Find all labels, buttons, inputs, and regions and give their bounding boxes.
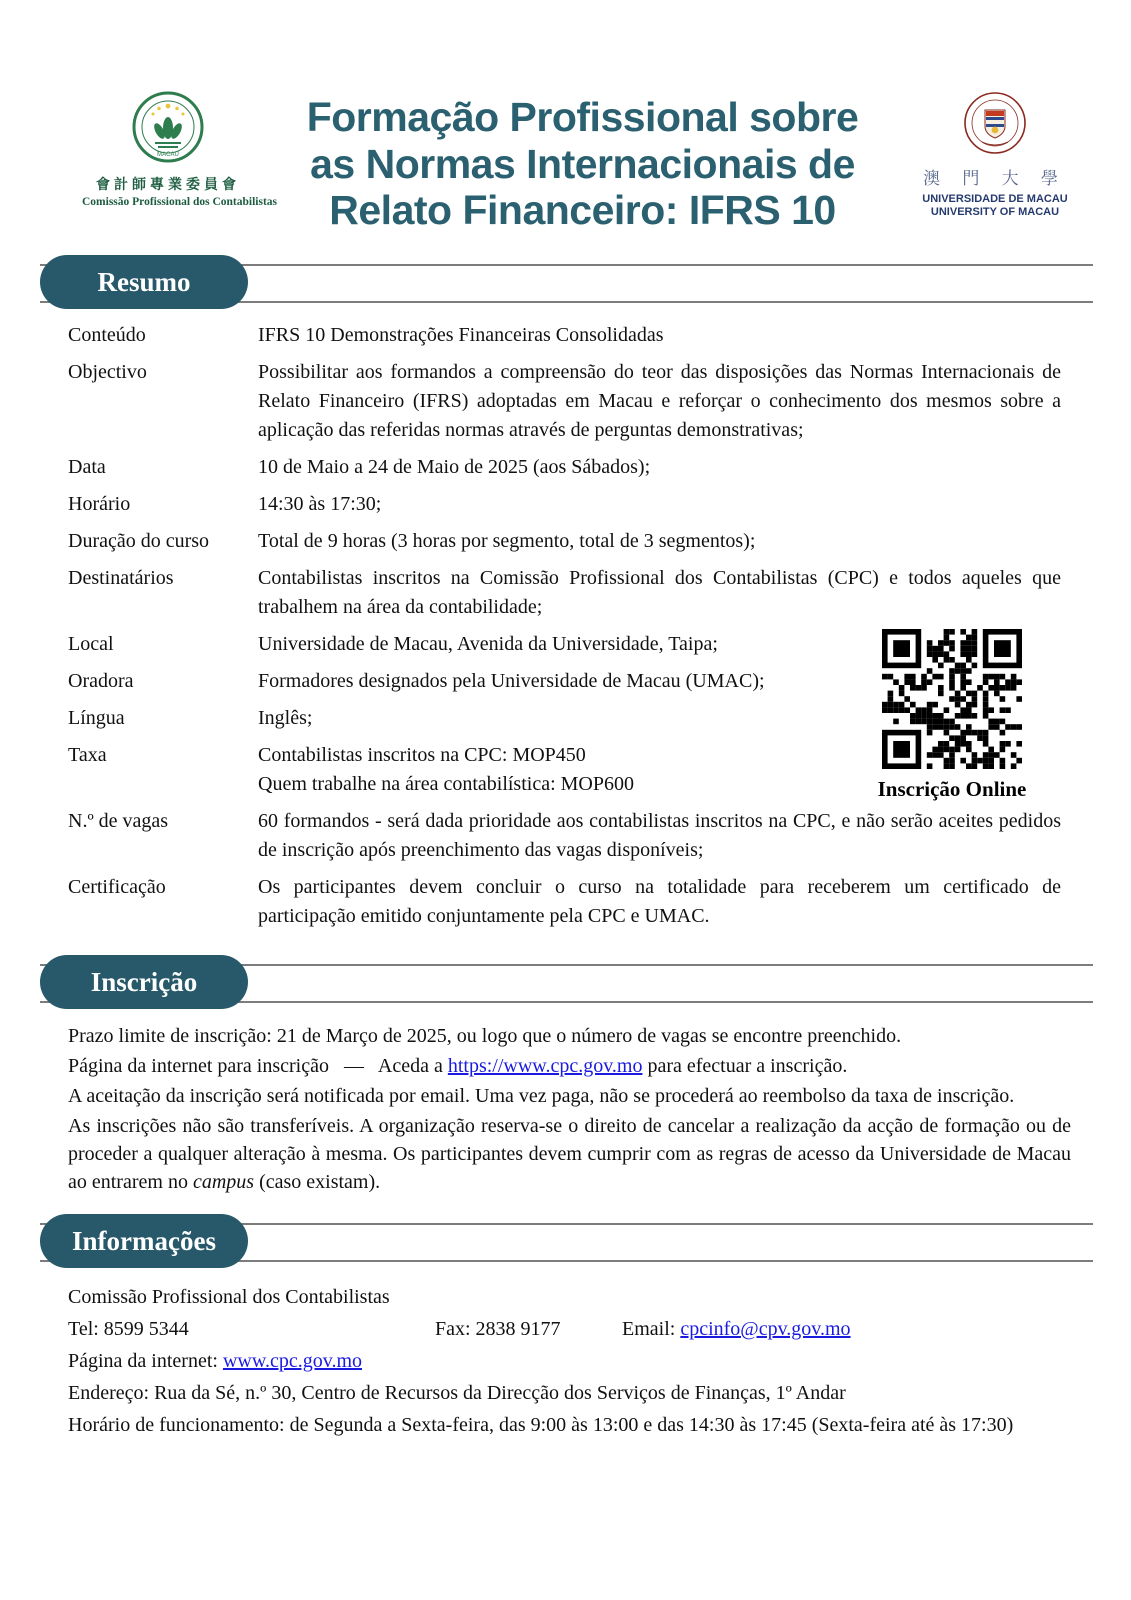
resumo-row-value: Formadores designados pela Universidade de Macau (UMAC);	[258, 670, 765, 693]
umac-name-chinese: 澳 門 大 學	[923, 169, 1067, 188]
text-run: Prazo limite de inscrição: 21 de Março de 2025, ou logo que o número de vagas se encontre preenchido.	[68, 1025, 902, 1048]
umac-seal-icon	[962, 90, 1028, 156]
resumo-row-label: Oradora	[68, 670, 134, 693]
email-link[interactable]: cpcinfo@cpv.gov.mo	[680, 1318, 851, 1341]
svg-text:MACAU: MACAU	[157, 152, 179, 158]
resumo-row-label: Data	[68, 456, 106, 479]
resumo-row	[68, 453, 1061, 482]
resumo-row-label: Taxa	[68, 744, 107, 767]
title-line-3: Relato Financeiro: IFRS 10	[329, 187, 836, 234]
contact-row	[68, 1313, 1093, 1345]
opening-hours-line: Horário de funcionamento: de Segunda a Sexta-feira, das 9:00 às 13:00 e das 14:30 às 17:45 (Sexta-feira até às 17:30)	[68, 1414, 1014, 1437]
email-label: Email:	[622, 1318, 681, 1341]
resumo-rows	[68, 321, 1061, 931]
italic-text: campus	[192, 1171, 255, 1194]
resumo-row-label: N.º de vagas	[68, 810, 169, 833]
resumo-row	[68, 564, 1061, 622]
resumo-row	[68, 490, 1061, 519]
resumo-row-value: Total de 9 horas (3 horas por segmento, total de 3 segmentos);	[258, 530, 756, 553]
qr-caption: Inscrição Online	[877, 777, 1027, 802]
title-line-1: Formação Profissional sobre	[306, 94, 859, 140]
informacoes-block	[68, 1281, 1093, 1441]
text-run: As inscrições não são transferíveis. A organização reserva-se o direito de cancelar a realização da acção de formação ou de proceder a qualquer alteração à mesma. Os participantes devem cumprir com as regras de acesso da Universidade de Macau ao entrarem no	[68, 1115, 1071, 1194]
resumo-row-value: Universidade de Macau, Avenida da Universidade, Taipa;	[258, 633, 718, 656]
resumo-row-label: Horário	[68, 493, 131, 516]
resumo-row-label: Destinatários	[68, 567, 174, 590]
resumo-row-value: 14:30 às 17:30;	[258, 493, 382, 516]
resumo-row-value: 10 de Maio a 24 de Maio de 2025 (aos Sábados);	[258, 456, 651, 479]
section-header-inscricao	[40, 955, 1093, 1009]
umac-logo	[911, 90, 1079, 218]
text-run: para efectuar a inscrição.	[642, 1055, 848, 1078]
resumo-row-value: Os participantes devem concluir o curso na totalidade para receberem um certificado de participação emitido conjuntamente pela CPC e UMAC.	[258, 876, 1061, 928]
inscricao-paragraphs	[68, 1022, 1071, 1196]
resumo-row-value: Contabilistas inscritos na Comissão Profissional dos Contabilistas (CPC) e todos aqueles que trabalhem na área da contabilidade;	[258, 567, 1061, 619]
resumo-row	[68, 321, 1061, 350]
resumo-row-label: Duração do curso	[68, 530, 210, 553]
fax-number: Fax: 2838 9177	[435, 1318, 561, 1341]
resumo-row-label: Conteúdo	[68, 324, 146, 347]
inline-link[interactable]: https://www.cpc.gov.mo	[447, 1055, 643, 1078]
resumo-value-line: Quem trabalhe na área contabilística: MOP600	[258, 773, 634, 796]
resumo-table	[68, 321, 1061, 931]
resumo-row	[68, 873, 1061, 931]
resumo-row-value: Possibilitar aos formandos a compreensão do teor das disposições das Normas Internacionais de Relato Financeiro (IFRS) adoptadas em Macau e reforçar o conhecimento dos mesmos sobre a aplicação das referidas normas através de perguntas demonstrativas;	[258, 361, 1061, 442]
text-run: A aceitação da inscrição será notificada por email. Uma vez paga, não se procederá ao reembolso da taxa de inscrição.	[68, 1085, 1015, 1108]
resumo-row-label: Certificação	[68, 876, 166, 899]
resumo-row-value: Inglês;	[258, 707, 313, 730]
inscricao-badge: Inscrição	[40, 955, 248, 1009]
address-line: Endereço: Rua da Sé, n.º 30, Centro de Recursos da Direcção dos Serviços de Finanças, 1º Andar	[68, 1382, 846, 1405]
resumo-value-line: Contabilistas inscritos na CPC: MOP450	[258, 744, 586, 767]
inscricao-paragraph	[68, 1112, 1071, 1196]
qr-block	[862, 629, 1042, 802]
section-header-resumo	[40, 255, 1093, 309]
inscricao-paragraph	[68, 1082, 1071, 1110]
qr-code-icon	[882, 629, 1022, 769]
inscricao-paragraph	[68, 1052, 1071, 1080]
org-name: Comissão Profissional dos Contabilistas	[68, 1286, 390, 1309]
page-title	[254, 90, 911, 234]
header	[0, 0, 1131, 234]
umac-name-portuguese: UNIVERSIDADE DE MACAU	[922, 193, 1068, 205]
resumo-row	[68, 358, 1061, 445]
tel-number: Tel: 8599 5344	[68, 1318, 189, 1341]
text-run: (caso existam).	[254, 1171, 381, 1194]
umac-name-english: UNIVERSITY OF MACAU	[930, 206, 1060, 218]
resumo-row	[68, 527, 1061, 556]
website-link[interactable]: www.cpc.gov.mo	[222, 1350, 362, 1373]
title-line-2: as Normas Internacionais de	[310, 140, 855, 187]
resumo-row-value: 60 formandos - será dada prioridade aos contabilistas inscritos na CPC, e não serão aceites pedidos de inscrição após preenchimento das vagas disponíveis;	[258, 810, 1061, 862]
resumo-row-label: Língua	[68, 707, 125, 730]
resumo-row-label: Local	[68, 633, 114, 656]
cpc-seal-icon	[131, 90, 205, 164]
section-header-informacoes	[40, 1214, 1093, 1268]
cpc-name-portuguese: Comissão Profissional dos Contabilistas	[82, 196, 278, 208]
website-label: Página da internet:	[68, 1350, 223, 1373]
informacoes-badge: Informações	[40, 1214, 248, 1268]
cpc-logo	[82, 90, 278, 208]
resumo-row-value: IFRS 10 Demonstrações Financeiras Consolidadas	[258, 324, 664, 347]
cpc-name-chinese: 會計師專業委員會	[96, 178, 240, 193]
resumo-row	[68, 807, 1061, 865]
email-line	[622, 1313, 851, 1345]
text-run: Página da internet para inscrição — Aceda a	[68, 1055, 448, 1078]
website-line	[68, 1345, 1093, 1377]
inscricao-paragraph	[68, 1022, 1071, 1050]
resumo-badge: Resumo	[40, 255, 248, 309]
resumo-row-label: Objectivo	[68, 361, 147, 384]
